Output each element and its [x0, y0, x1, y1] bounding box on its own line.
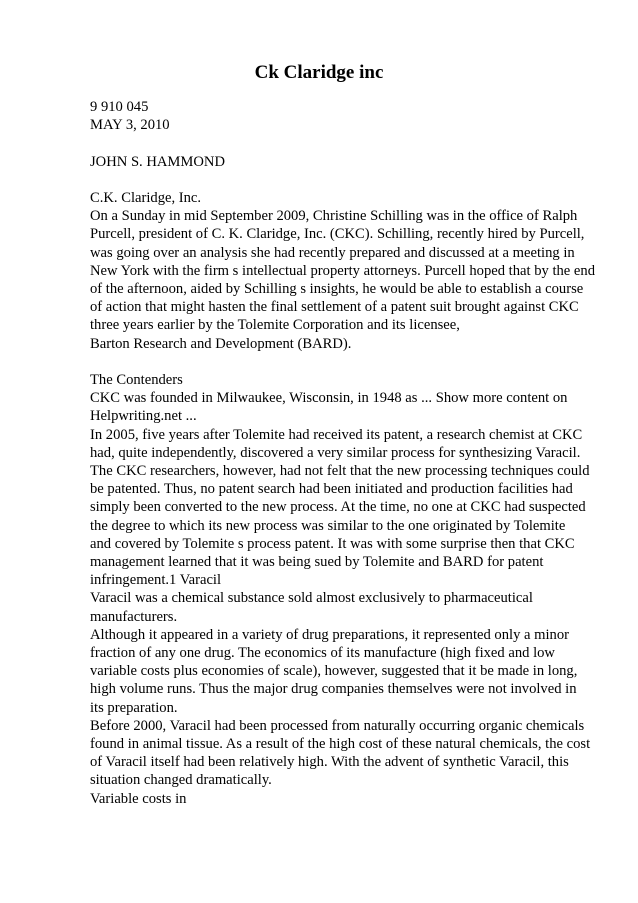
text-line: CKC was founded in Milwaukee, Wisconsin, in 1948 as ... Show more content on [90, 390, 568, 407]
text-line: Barton Research and Development (BARD). [90, 335, 352, 352]
text-line: of action that might hasten the final settlement of a patent suit brought against CKC [90, 299, 579, 316]
text-line: Helpwriting.net ... [90, 408, 197, 425]
text-line: Variable costs in [90, 790, 187, 807]
section-heading: The Contenders [90, 372, 183, 388]
text-line: management learned that it was being sued by Tolemite and BARD for patent [90, 554, 544, 571]
text-line: three years earlier by the Tolemite Corporation and its licensee, [90, 317, 460, 334]
text-line: Varacil was a chemical substance sold almost exclusively to pharmaceutical [90, 590, 533, 607]
text-line: simply been converted to the new process. At the time, no one at CKC had suspected [90, 499, 586, 516]
text-line: situation changed dramatically. [90, 772, 272, 789]
text-line: was going over an analysis she had recently prepared and discussed at a meeting in [90, 244, 575, 261]
text-line: The CKC researchers, however, had not felt that the new processing techniques could [90, 463, 590, 480]
case-date: MAY 3, 2010 [90, 117, 170, 134]
text-line: of the afternoon, aided by Schilling s insights, he would be able to establish a course [90, 281, 584, 297]
document-title: Ck Claridge inc [254, 62, 384, 83]
text-line: Before 2000, Varacil had been processed from naturally occurring organic chemicals [90, 717, 585, 734]
company-name: C.K. Claridge, Inc. [90, 189, 202, 206]
text-line: be patented. Thus, no patent search had been initiated and production facilities had [90, 481, 573, 498]
text-line: and covered by Tolemite s process patent. It was with some surprise then that CKC [90, 535, 575, 552]
text-line: its preparation. [90, 699, 178, 716]
text-line: the degree to which its new process was similar to the one originated by Tolemite [90, 517, 566, 534]
document-body [90, 98, 610, 808]
intro-paragraph [90, 207, 610, 353]
author-name: JOHN S. HAMMOND [90, 153, 226, 170]
text-line: New York with the firm s intellectual property attorneys. Purcell hoped that by the end [90, 262, 595, 279]
text-line: variable costs plus economies of scale), however, suggested that it be made in long, [90, 663, 578, 680]
text-line: manufacturers. [90, 608, 178, 625]
case-number: 9 910 045 [90, 99, 149, 115]
text-line: fraction of any one drug. The economics of its manufacture (high fixed and low [90, 645, 555, 662]
text-line: found in animal tissue. As a result of the high cost of these natural chemicals, the cost [90, 736, 591, 753]
text-line: had, quite independently, discovered a very similar process for synthesizing Varacil. [90, 444, 581, 461]
text-line: high volume runs. Thus the major drug companies themselves were not involved in [90, 681, 577, 698]
text-line: Although it appeared in a variety of drug preparations, it represented only a minor [90, 626, 570, 643]
text-line: of Varacil itself had been relatively high. With the advent of synthetic Varacil, this [90, 754, 569, 771]
text-line: In 2005, five years after Tolemite had received its patent, a research chemist at CKC [90, 426, 583, 443]
body-text [90, 389, 610, 808]
text-line: Purcell, president of C. K. Claridge, Inc. (CKC). Schilling, recently hired by Purcell, [90, 226, 585, 243]
text-line: On a Sunday in mid September 2009, Christine Schilling was in the office of Ralph [90, 208, 578, 225]
text-line: infringement.1 Varacil [90, 572, 222, 589]
